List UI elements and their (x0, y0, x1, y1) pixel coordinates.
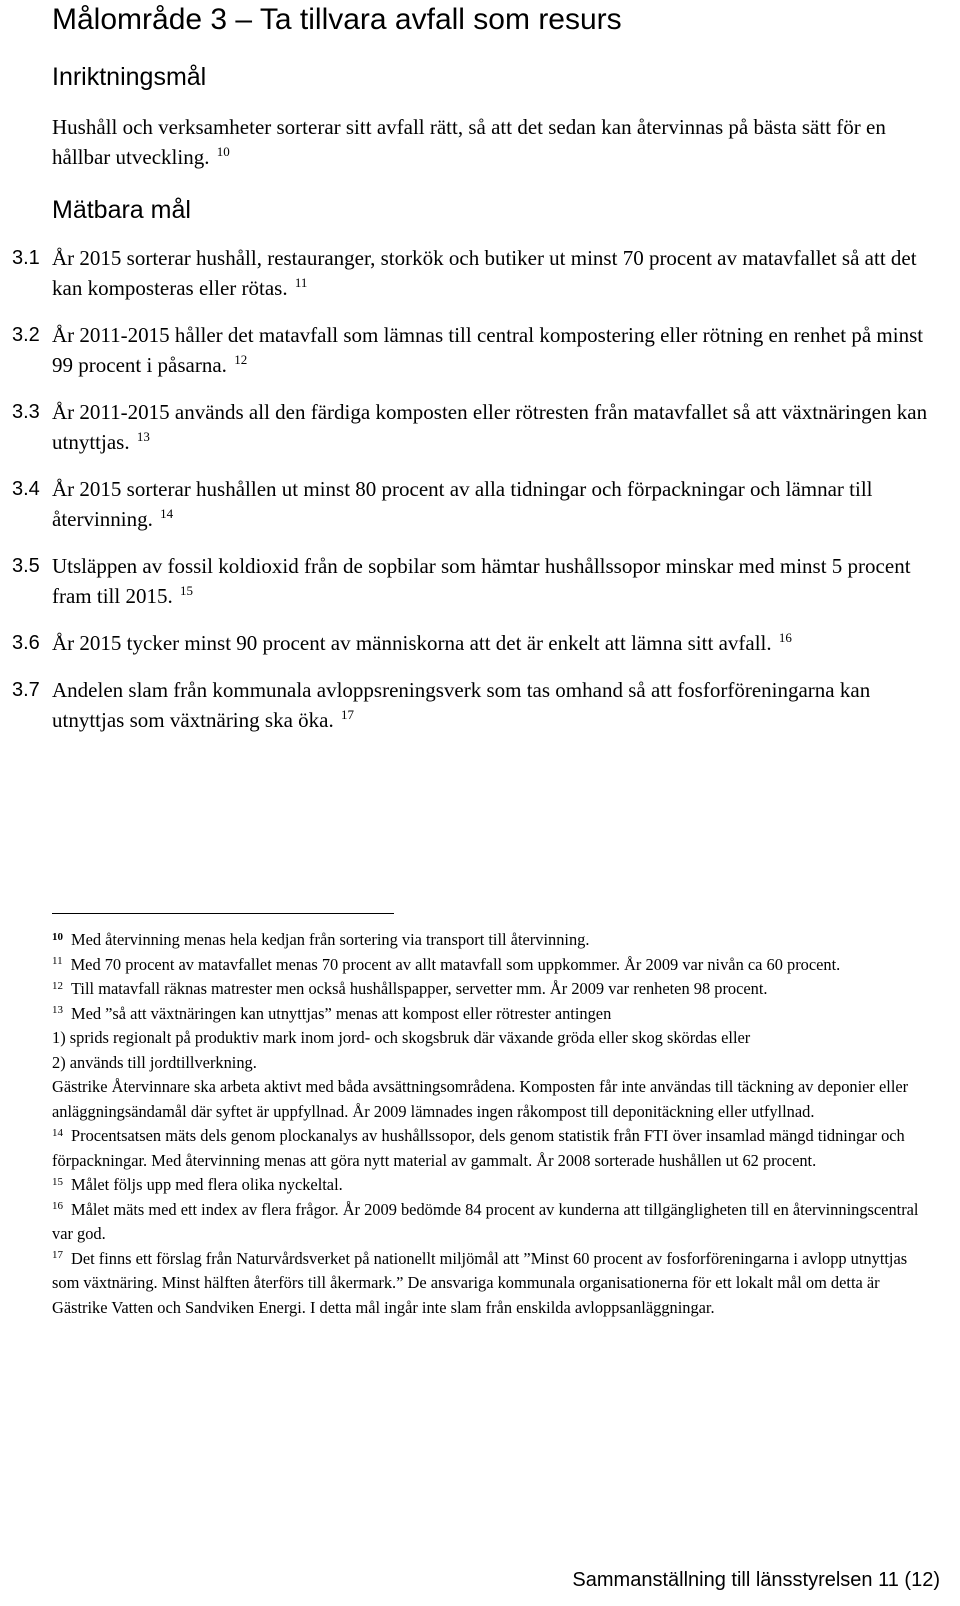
goal-text: År 2015 tycker minst 90 procent av människorna att det är enkelt att lämna sitt avfall. (52, 631, 772, 655)
footnote-text: Målet följs upp med flera olika nyckeltal. (71, 1175, 343, 1194)
footnote-11 (52, 953, 920, 978)
footnote-13-item-2: 2) används till jordtillverkning. (52, 1052, 257, 1072)
footnote-text: Med ”så att växtnäringen kan utnyttjas” menas att kompost eller rötrester antingen (71, 1003, 612, 1023)
footnote-ref: 10 (216, 143, 230, 159)
goal-number: 3.7 (12, 679, 40, 701)
goal-item (0, 675, 940, 735)
footnote-ref: 13 (136, 428, 150, 444)
goal-number: 3.5 (12, 555, 40, 577)
footnote-number: 15 (52, 1175, 63, 1188)
footnote-divider (52, 913, 394, 914)
goal-number: 3.2 (12, 324, 40, 346)
goal-number: 3.3 (12, 401, 40, 423)
inriktningsmal-text: Hushåll och verksamheter sorterar sitt avfall rätt, så att det sedan kan återvinnas på bästa sätt för en hållbar utveckling. $^{10}$ (52, 115, 886, 169)
footnote-number: 12 (52, 979, 63, 992)
footnotes (52, 928, 920, 1320)
footnote-text: Med 70 procent av matavfallet menas 70 procent av allt matavfall som uppkommer. År 2009 var nivån ca 60 procent. (70, 954, 841, 974)
footnote-ref: 12 (234, 351, 248, 367)
footnote-13-extra: Gästrike Återvinnare ska arbeta aktivt med båda avsättningsområdena. Komposten får inte användas till täckning av deponier eller anläggningsändamål där syftet är uppfyllnad. År 2009 lämnades ingen råkompost till deponitäckning eller utfyllnad. (52, 1077, 909, 1121)
goal-text: År 2011-2015 håller det matavfall som lämnas till central kompostering eller rötning en renhet på minst 99 procent i påsarna. (52, 323, 924, 377)
footnote-16 (52, 1198, 920, 1247)
goal-item (0, 397, 940, 457)
goal-number: 3.6 (12, 632, 40, 654)
footnote-ref: 14 (160, 505, 174, 521)
goal-text: Andelen slam från kommunala avloppsreningsverk som tas omhand så att fosforföreningarna kan utnyttjas som växtnäring ska öka. (52, 678, 871, 732)
footnote-text: Till matavfall räknas matrester men också hushållspapper, servetter mm. År 2009 var renheten 98 procent. (71, 979, 768, 998)
page-title: Målområde 3 – Ta tillvara avfall som resurs (52, 3, 622, 36)
goal-item (0, 320, 940, 380)
footnote-ref: 17 (340, 706, 354, 722)
footnote-text: Målet mäts med ett index av flera frågor. År 2009 bedömde 84 procent av kunderna att tillgängligheten till en återvinningscentral var god. (52, 1199, 919, 1243)
goal-text: År 2015 sorterar hushåll, restauranger, storkök och butiker ut minst 70 procent av matavfallet så att det kan komposteras eller rötas. (52, 246, 917, 300)
footnote-number: 13 (52, 1004, 63, 1016)
inriktningsmal-heading: Inriktningsmål (52, 63, 207, 91)
footnote-13-item-1: 1) sprids regionalt på produktiv mark inom jord- och skogsbruk där växande gröda eller skog skördas eller (52, 1028, 751, 1047)
footnote-13 (52, 1002, 920, 1027)
footnote-10 (52, 928, 920, 953)
goal-text: År 2015 sorterar hushållen ut minst 80 procent av alla tidningar och förpackningar och lämnar till återvinning. (52, 477, 873, 531)
footnote-15 (52, 1173, 920, 1198)
footnote-number: 11 (52, 955, 63, 967)
footnote-number: 14 (52, 1126, 63, 1139)
goal-number: 3.4 (12, 478, 40, 500)
goal-text: Utsläppen av fossil koldioxid från de sopbilar som hämtar hushållssopor minskar med minst 5 procent fram till 2015. (52, 554, 911, 608)
goal-item (0, 243, 940, 303)
footnote-text: Med återvinning menas hela kedjan från sortering via transport till återvinning. (71, 930, 590, 949)
footnote-ref: 16 (778, 629, 792, 645)
goal-list (0, 243, 940, 752)
footnote-number: 16 (52, 1200, 63, 1212)
goal-text: År 2011-2015 används all den färdiga komposten eller rötresten från matavfallet så att växtnäringen kan utnyttjas. (52, 400, 928, 454)
goal-item (0, 551, 940, 611)
matbara-mal-heading: Mätbara mål (52, 196, 191, 224)
footnote-14 (52, 1124, 920, 1173)
footnote-17 (52, 1247, 920, 1321)
goal-number: 3.1 (12, 247, 40, 269)
footnote-text: Procentsatsen mäts dels genom plockanalys av hushållssopor, dels genom statistik från FTI över insamlad mängd tidningar och förpackningar. Med återvinning menas att göra nytt material av gammalt. År 2008 sorterade hushållen ut 62 procent. (52, 1126, 905, 1170)
page-footer: Sammanställning till länsstyrelsen 11 (12) (572, 1569, 940, 1591)
footnote-ref: 11 (294, 274, 308, 290)
footnote-ref: 15 (179, 582, 193, 598)
footnote-12 (52, 977, 920, 1002)
footnote-number: 17 (52, 1249, 63, 1261)
goal-item (0, 474, 940, 534)
goal-item (0, 628, 940, 658)
footnote-text: Det finns ett förslag från Naturvårdsverket på nationellt miljömål att ”Minst 60 procent av fosforföreningarna i avlopp utnyttjas som växtnäring. Minst hälften återförs till åkermark.” De ansvariga kommunala organisationerna för ett lokalt mål om detta är Gästrike Vatten och Sandviken Energi. I detta mål ingår inte slam från enskilda avloppsanläggningar. (52, 1248, 908, 1317)
footnote-number: 10 (52, 930, 63, 943)
